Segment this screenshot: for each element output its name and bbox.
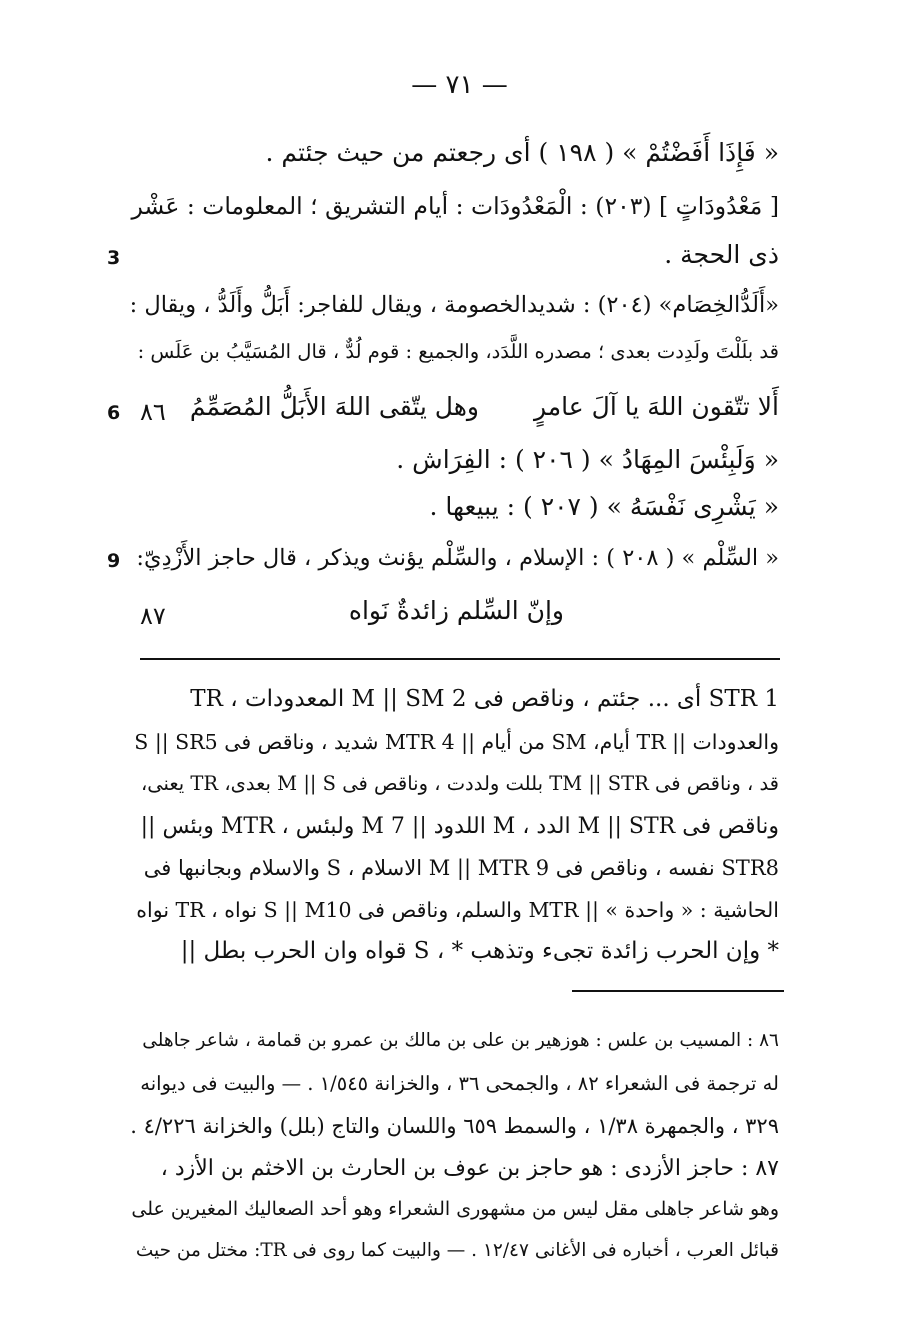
footnote-line-6: قبائل العرب ، أخباره فى الأغانى ١٢/٤٧ . — والبيت كما روى فى TR: مختل من حيث — [135, 1240, 779, 1261]
apparatus-line-1: STR 1 أى ... جئتم ، وناقص فى M || SM 2 المعدودات ، TR — [190, 686, 779, 712]
apparatus-line-2: والعدودات || TR أيام، SM من أيام || MTR 4 شديد ، وناقص فى S || SR5 — [134, 730, 779, 754]
footnote-line-5: وهو شاعر جاهلى مقل ليس من مشهورى الشعراء وهو أحد الصعاليك المغيرين على — [131, 1198, 779, 1220]
page-number: — ٧١ — — [411, 70, 508, 100]
verse-number-87: ٨٧ — [140, 602, 166, 630]
verse-87: وإنّ السِّلم زائدةٌ نَواه — [348, 596, 564, 625]
apparatus-line-3: قد ، وناقص فى TM || STR بللت ولددت ، وناقص فى M || S بعدى، TR يعنى، — [140, 772, 779, 795]
footnote-line-4: ٨٧ : حاجز الأزدى : هو حاجز بن عوف بن الحارث بن الاخثم بن الأزد ، — [160, 1156, 779, 1181]
main-line-3: ذى الحجة . — [664, 240, 779, 269]
main-line-1: « فَإِذَا أَفَضْتُمْ » ( ١٩٨ ) أى رجعتم من حيث جئتم . — [265, 138, 779, 167]
main-line-8: « السِّلْم » ( ٢٠٨ ) : الإسلام ، والسِّلْم يؤنث ويذكر ، قال حاجز الأَزْدِيّ: — [136, 545, 779, 571]
footnote-divider — [572, 990, 784, 992]
main-line-5: قد بلَلْتَ ولَدِدت بعدى ؛ مصدره اللَّدَد، والجميع : قوم لُدٌّ ، قال المُسَيَّبُ بن عَلَس : — [137, 340, 779, 363]
main-line-6: « وَلَبِئْسَ المِهَادُ » ( ٢٠٦ ) : الفِرَاش . — [396, 445, 779, 474]
line-number-3: 3 — [107, 247, 121, 269]
line-number-6: 6 — [107, 402, 121, 424]
apparatus-line-7: * وإن الحرب زائدة تجىء وتذهب * ، S قواه وان الحرب بطل || — [180, 938, 779, 964]
verse-86-left: وهل يتّقى اللهَ الأَبَلُّ المُصَمِّمُ — [189, 392, 479, 421]
apparatus-line-6: الحاشية : « واحدة » || MTR والسلم، وناقص فى S || M10 نواه ، TR نواه — [136, 898, 779, 922]
footnote-line-3: ٣٢٩ ، والجمهرة ١/٣٨ ، والسمط ٦٥٩ واللسان والتاج (بلل) والخزانة ٤/٢٢٦ . — [130, 1114, 779, 1138]
main-line-2: [ مَعْدُودَاتٍ ] (٢٠٣) : الْمَعْدُودَات : أيام التشريق ؛ المعلومات : عَشْر — [131, 192, 779, 220]
line-number-9: 9 — [107, 550, 121, 572]
apparatus-line-4: وناقص فى M || STR الدد ، M اللدود || M 7 ولبئس ، MTR وبئس || — [140, 814, 779, 839]
apparatus-divider — [140, 658, 780, 660]
verse-number-86: ٨٦ — [140, 398, 166, 426]
main-line-7: « يَشْرِى نَفْسَهُ » ( ٢٠٧ ) : يبيعها . — [429, 492, 779, 521]
footnote-line-1: ٨٦ : المسيب بن علس : هوزهير بن على بن مالك بن عمرو بن قمامة ، شاعر جاهلى — [142, 1030, 779, 1051]
main-line-4: «أَلَدُّالخِصَام» (٢٠٤) : شديدالخصومة ، ويقال للفاجر: أَبَلُّ وأَلَدُّ ، ويقال : — [129, 292, 779, 318]
verse-86-right: أَلا تتّقون اللهَ يا آلَ عامرٍ — [533, 392, 779, 421]
apparatus-line-5: STR8 نفسه ، وناقص فى M || MTR 9 الاسلام ، S والاسلام وبجانبها فى — [143, 856, 779, 880]
footnote-line-2: له ترجمة فى الشعراء ٨٢ ، والجمحى ٣٦ ، والخزانة ١/٥٤٥ . — والبيت فى ديوانه — [140, 1072, 779, 1095]
